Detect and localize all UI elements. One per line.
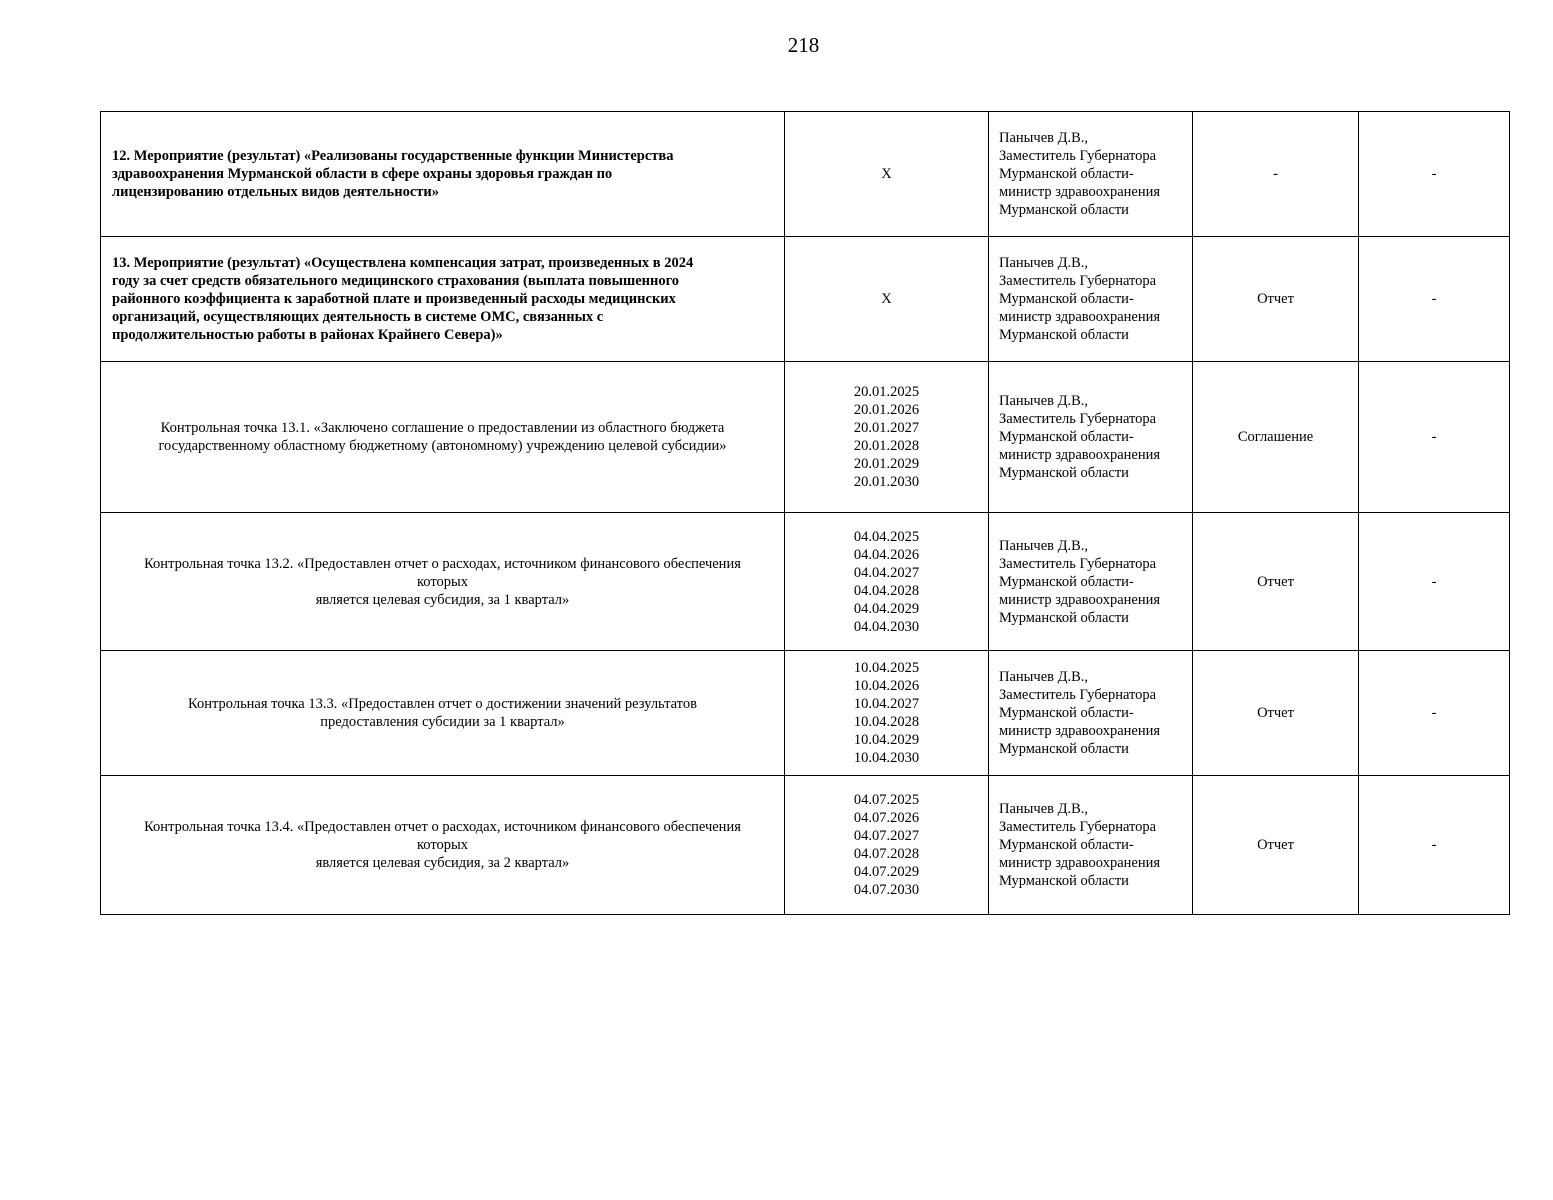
responsible-line: Панычев Д.В., — [999, 801, 1089, 817]
date-value: X — [881, 166, 892, 182]
date-cell — [785, 513, 989, 651]
responsible-line: Мурманской области — [999, 465, 1129, 481]
description-line: году за счет средств обязательного медицинского страхования (выплата повышенного — [112, 273, 680, 289]
date-value: 04.04.2028 — [853, 582, 920, 599]
date-cell — [785, 651, 989, 776]
document-cell: Отчет — [1193, 651, 1359, 776]
date-cell — [785, 362, 989, 513]
date-value: 04.04.2025 — [853, 528, 920, 545]
responsible-line: Заместитель Губернатора — [999, 687, 1157, 703]
responsible-line: Мурманской области — [999, 873, 1129, 889]
responsible-cell — [989, 513, 1193, 651]
page-number: 218 — [787, 33, 820, 57]
description-line: здравоохранения Мурманской области в сфере охраны здоровья граждан по — [112, 166, 613, 182]
date-value: 04.07.2028 — [853, 846, 920, 862]
responsible-line: министр здравоохранения — [999, 447, 1161, 463]
date-value: 20.01.2030 — [853, 474, 920, 490]
date-cell — [785, 776, 989, 915]
document-cell: Отчет — [1193, 776, 1359, 915]
checkpoint-description-cell — [101, 776, 785, 915]
table-row-checkpoint-13-4 — [101, 776, 1510, 915]
responsible-line: Мурманской области- — [999, 573, 1134, 590]
responsible-line: Панычев Д.В., — [999, 393, 1089, 409]
date-value: 20.01.2029 — [853, 456, 920, 472]
plan-table — [100, 111, 1510, 915]
table-row-checkpoint-13-2 — [101, 513, 1510, 651]
date-value: 10.04.2025 — [853, 660, 920, 676]
extra-cell: - — [1359, 237, 1510, 362]
date-value: 04.07.2029 — [853, 864, 920, 880]
date-value: 04.07.2025 — [853, 792, 920, 808]
date-value: 10.04.2028 — [853, 714, 920, 730]
responsible-line: министр здравоохранения — [999, 723, 1161, 739]
date-value: 04.04.2027 — [853, 564, 920, 581]
responsible-line: Мурманской области- — [999, 705, 1134, 721]
responsible-line: Панычев Д.В., — [999, 669, 1089, 685]
responsible-line: Мурманской области- — [999, 291, 1134, 307]
checkpoint-description-cell — [101, 362, 785, 513]
responsible-line: Заместитель Губернатора — [999, 555, 1157, 572]
responsible-line: Заместитель Губернатора — [999, 273, 1157, 289]
document-cell: Соглашение — [1193, 362, 1359, 513]
date-value: 04.04.2026 — [853, 546, 920, 563]
checkpoint-description-cell — [101, 513, 785, 651]
responsible-line: министр здравоохранения — [999, 309, 1161, 325]
document-cell: Отчет — [1193, 237, 1359, 362]
responsible-cell — [989, 651, 1193, 776]
table-row-event-12 — [101, 112, 1510, 237]
description-line: является целевая субсидия, за 1 квартал» — [315, 591, 570, 608]
responsible-line: Заместитель Губернатора — [999, 148, 1157, 164]
description-line: организаций, осуществляющих деятельность в системе ОМС, связанных с — [112, 309, 604, 325]
date-value: 04.04.2030 — [853, 618, 920, 635]
description-line: которых — [416, 837, 468, 853]
responsible-line: Мурманской области — [999, 741, 1129, 757]
responsible-cell — [989, 776, 1193, 915]
extra-cell: - — [1359, 776, 1510, 915]
responsible-cell — [989, 112, 1193, 237]
extra-cell: - — [1359, 513, 1510, 651]
table-row-event-13 — [101, 237, 1510, 362]
responsible-line: Мурманской области — [999, 202, 1129, 218]
extra-cell: - — [1359, 651, 1510, 776]
event-description-cell — [101, 237, 785, 362]
description-line: продолжительностью работы в районах Крайнего Севера)» — [112, 327, 503, 343]
date-value: 10.04.2027 — [853, 696, 920, 712]
responsible-line: Заместитель Губернатора — [999, 819, 1157, 835]
responsible-line: Панычев Д.В., — [999, 537, 1089, 554]
date-value: 04.07.2030 — [853, 882, 920, 898]
responsible-line: Панычев Д.В., — [999, 130, 1089, 146]
date-value: 20.01.2027 — [853, 420, 920, 436]
document-cell: - — [1193, 112, 1359, 237]
date-value: 20.01.2025 — [853, 384, 920, 400]
description-line: государственному областному бюджетному (автономному) учреждению целевой субсидии» — [158, 438, 727, 454]
description-line: Контрольная точка 13.4. «Предоставлен отчет о расходах, источником финансового обеспечения — [144, 819, 741, 835]
description-line: является целевая субсидия, за 2 квартал» — [315, 855, 570, 871]
responsible-line: Мурманской области — [999, 609, 1129, 626]
description-line: 13. Мероприятие (результат) «Осуществлена компенсация затрат, произведенных в 2024 — [112, 255, 694, 271]
responsible-line: Заместитель Губернатора — [999, 411, 1157, 427]
date-value: 10.04.2030 — [853, 750, 920, 766]
responsible-line: Мурманской области- — [999, 429, 1134, 445]
responsible-line: министр здравоохранения — [999, 591, 1161, 608]
responsible-line: Мурманской области- — [999, 837, 1134, 853]
date-value: 04.07.2026 — [853, 810, 920, 826]
date-value: X — [881, 291, 892, 307]
description-line: 12. Мероприятие (результат) «Реализованы государственные функции Министерства — [112, 148, 674, 164]
date-value: 04.04.2029 — [853, 600, 920, 617]
table-row-checkpoint-13-1 — [101, 362, 1510, 513]
responsible-cell — [989, 362, 1193, 513]
date-cell — [785, 112, 989, 237]
date-value: 20.01.2026 — [853, 402, 920, 418]
date-value: 10.04.2029 — [853, 732, 920, 748]
description-line: которых — [416, 573, 468, 590]
document-cell: Отчет — [1193, 513, 1359, 651]
date-value: 20.01.2028 — [853, 438, 920, 454]
date-value: 10.04.2026 — [853, 678, 920, 694]
extra-cell: - — [1359, 112, 1510, 237]
event-description-cell — [101, 112, 785, 237]
checkpoint-description-cell — [101, 651, 785, 776]
responsible-line: Панычев Д.В., — [999, 255, 1089, 271]
description-line: Контрольная точка 13.1. «Заключено соглашение о предоставлении из областного бюджета — [160, 420, 725, 436]
date-cell — [785, 237, 989, 362]
responsible-cell — [989, 237, 1193, 362]
responsible-line: министр здравоохранения — [999, 184, 1161, 200]
extra-cell: - — [1359, 362, 1510, 513]
responsible-line: министр здравоохранения — [999, 855, 1161, 871]
responsible-line: Мурманской области- — [999, 166, 1134, 182]
date-value: 04.07.2027 — [853, 828, 920, 844]
description-line: Контрольная точка 13.2. «Предоставлен отчет о расходах, источником финансового обеспечения — [144, 555, 741, 572]
responsible-line: Мурманской области — [999, 327, 1129, 343]
table-row-checkpoint-13-3 — [101, 651, 1510, 776]
description-line: районного коэффициента к заработной плате и произведенный расходы медицинских — [112, 291, 676, 307]
description-line: предоставления субсидии за 1 квартал» — [320, 714, 565, 730]
description-line: лицензированию отдельных видов деятельности» — [112, 184, 439, 200]
description-line: Контрольная точка 13.3. «Предоставлен отчет о достижении значений результатов — [188, 696, 697, 712]
